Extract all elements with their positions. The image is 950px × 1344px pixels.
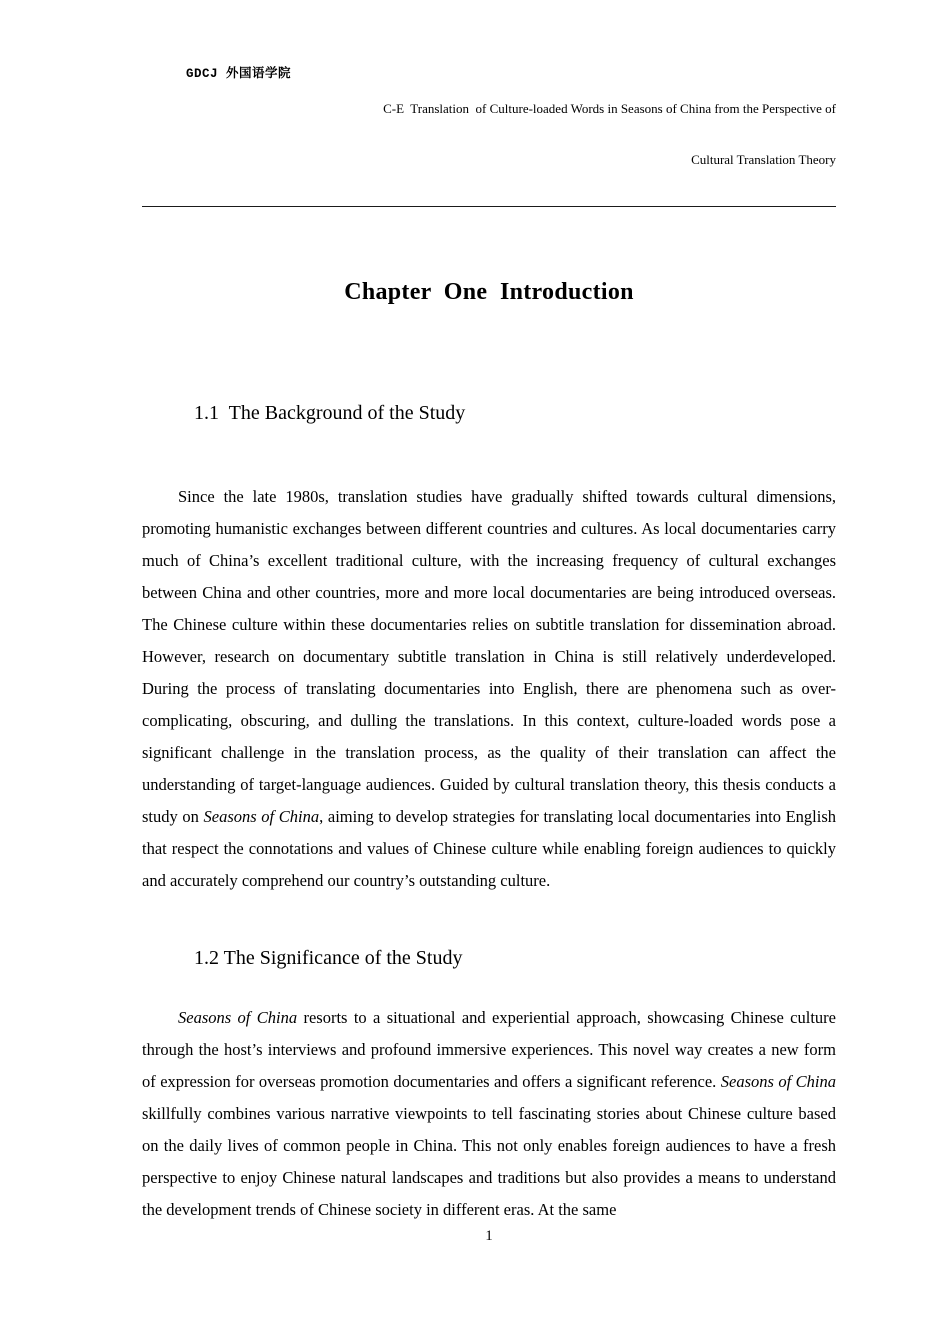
paragraph-background — [142, 481, 836, 897]
italic-text-run: Seasons of China — [178, 1008, 298, 1027]
header-running-title-line2: Cultural Translation Theory — [691, 152, 836, 167]
text-run: Since the late 1980s, translation studies have gradually shifted towards cultural dimensions, promoting humanistic exchanges between different countries and cultures. As local documentaries carry much of China’s excellent traditional culture, with the increasing frequency of cultural exchanges between China and other countries, more and more local documentaries are being introduced overseas. The Chinese culture within these documentaries relies on subtitle translation for dissemination abroad. However, research on documentary subtitle translation in China is still relatively underdeveloped. During the process of translating documentaries into English, there are phenomena such as over-complicating, obscuring, and dulling the translations. In this context, culture-loaded words pose a significant challenge in the translation process, as the quality of their translation can affect the understanding of target-language audiences. Guided by cultural translation theory, this thesis conducts a study on — [142, 487, 836, 826]
page-number: 1 — [485, 1228, 493, 1244]
page-header — [142, 0, 836, 207]
text-run: resorts to a situational and experiential approach, showcasing Chinese culture through the host’s interviews and profound immersive experiences. This novel way creates a new form of expression for overseas promotion documentaries and offers a significant reference. — [142, 1008, 836, 1091]
header-running-title-line1: C-E Translation of Culture-loaded Words in Seasons of China from the Perspective of — [383, 101, 836, 116]
header-running-title — [291, 66, 836, 202]
section-background — [142, 402, 836, 897]
page-footer — [142, 1228, 836, 1245]
italic-text-run: Seasons of China — [203, 807, 320, 826]
text-run: , aiming to develop strategies for translating local documentaries into English that respect the connotations and values of Chinese culture while enabling foreign audiences to quickly and accurately comprehend our country’s outstanding culture. — [142, 807, 836, 890]
chapter-title: Chapter One Introduction — [344, 279, 634, 305]
section-significance — [142, 947, 836, 1226]
section-heading-1-2: 1.2 The Significance of the Study — [194, 947, 463, 969]
header-school-name: GDCJ 外国语学院 — [186, 67, 292, 81]
page-content — [142, 0, 836, 1226]
text-run: skillfully combines various narrative viewpoints to tell fascinating stories about Chinese culture based on the daily lives of common people in China. This not only enables foreign audiences to have a fresh perspective to enjoy Chinese natural landscapes and traditions but also provides a means to understand the development trends of Chinese society in different eras. At the same — [142, 1104, 836, 1219]
section-heading-1-1: 1.1 The Background of the Study — [194, 402, 466, 424]
italic-text-run: Seasons of China — [720, 1072, 836, 1091]
paragraph-significance — [142, 1002, 836, 1226]
